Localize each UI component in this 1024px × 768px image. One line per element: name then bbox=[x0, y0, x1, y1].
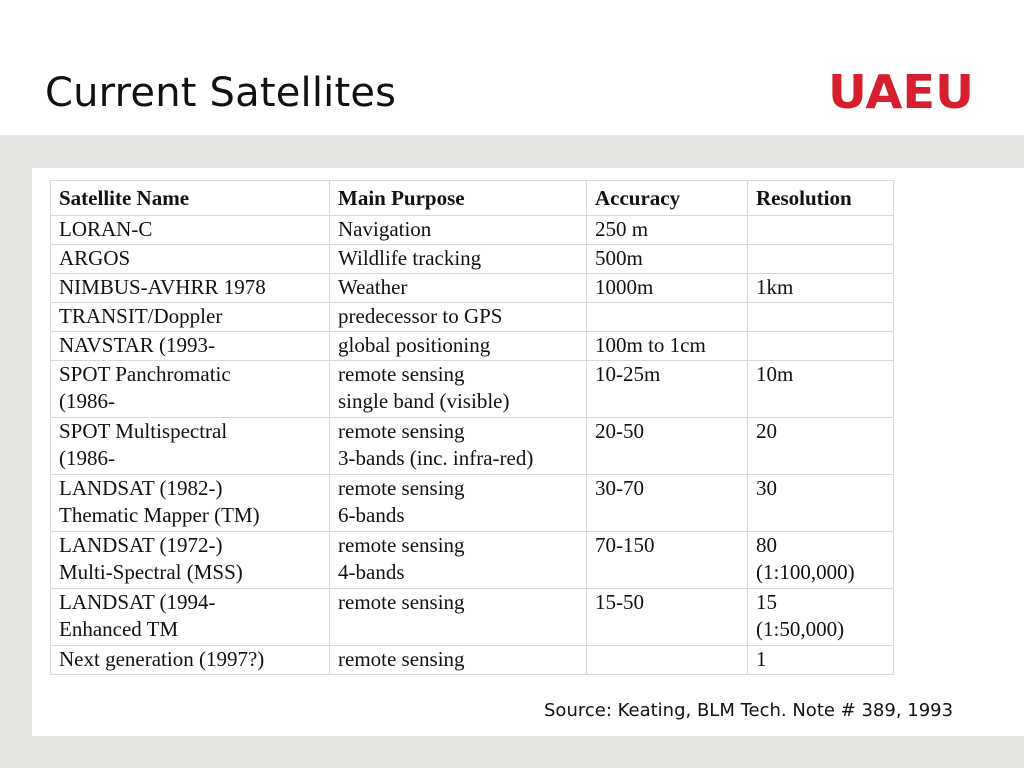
cell-resolution bbox=[748, 332, 894, 361]
cell-main-purpose bbox=[330, 475, 587, 532]
cell-text-line: 1000m bbox=[595, 275, 654, 299]
cell-text-line: ARGOS bbox=[59, 246, 131, 270]
cell-text-line: 30-70 bbox=[595, 476, 644, 500]
cell-text-line: single band (visible) bbox=[338, 389, 510, 413]
source-citation: Source: Keating, BLM Tech. Note # 389, 1993 bbox=[544, 700, 954, 721]
table-header-row bbox=[51, 181, 894, 216]
cell-text-line: 20-50 bbox=[595, 419, 644, 443]
cell-text-line: remote sensing bbox=[338, 419, 465, 443]
table-row bbox=[51, 216, 894, 245]
cell-main-purpose bbox=[330, 646, 587, 675]
cell-satellite-name bbox=[51, 216, 330, 245]
cell-satellite-name bbox=[51, 303, 330, 332]
table-row bbox=[51, 532, 894, 589]
cell-text-line: SPOT Multispectral bbox=[59, 419, 228, 443]
table-row bbox=[51, 418, 894, 475]
cell-text-line: remote sensing bbox=[338, 476, 465, 500]
cell-text-line: predecessor to GPS bbox=[338, 304, 503, 328]
cell-accuracy bbox=[587, 475, 748, 532]
cell-text-line: (1986- bbox=[59, 446, 115, 470]
cell-accuracy bbox=[587, 303, 748, 332]
header-accuracy: Accuracy bbox=[587, 181, 748, 216]
table-row bbox=[51, 589, 894, 646]
cell-text-line: remote sensing bbox=[338, 533, 465, 557]
uaeu-logo bbox=[828, 64, 974, 114]
cell-satellite-name bbox=[51, 332, 330, 361]
cell-text-line: (1:50,000) bbox=[756, 617, 845, 641]
cell-text-line: 20 bbox=[756, 419, 777, 443]
cell-text-line: Navigation bbox=[338, 217, 432, 241]
cell-resolution bbox=[748, 589, 894, 646]
cell-resolution bbox=[748, 216, 894, 245]
cell-main-purpose bbox=[330, 303, 587, 332]
cell-resolution bbox=[748, 245, 894, 274]
cell-satellite-name bbox=[51, 245, 330, 274]
table-row bbox=[51, 332, 894, 361]
cell-satellite-name bbox=[51, 361, 330, 418]
cell-accuracy bbox=[587, 245, 748, 274]
cell-text-line: LANDSAT (1994- bbox=[59, 590, 216, 614]
cell-accuracy bbox=[587, 361, 748, 418]
cell-accuracy bbox=[587, 532, 748, 589]
cell-text-line: 1km bbox=[756, 275, 794, 299]
cell-text-line: TRANSIT/Doppler bbox=[59, 304, 223, 328]
cell-text-line: remote sensing bbox=[338, 647, 465, 671]
table-row bbox=[51, 361, 894, 418]
table-row bbox=[51, 274, 894, 303]
cell-text-line: LANDSAT (1972-) bbox=[59, 533, 223, 557]
cell-text-line: 6-bands bbox=[338, 503, 405, 527]
cell-text-line: Multi-Spectral (MSS) bbox=[59, 560, 243, 584]
cell-text-line: remote sensing bbox=[338, 590, 465, 614]
cell-satellite-name bbox=[51, 589, 330, 646]
cell-resolution bbox=[748, 361, 894, 418]
cell-resolution bbox=[748, 418, 894, 475]
cell-satellite-name bbox=[51, 532, 330, 589]
cell-text-line: NIMBUS-AVHRR 1978 bbox=[59, 275, 266, 299]
cell-text-line: 4-bands bbox=[338, 560, 405, 584]
header-satellite-name: Satellite Name bbox=[51, 181, 330, 216]
cell-text-line: 30 bbox=[756, 476, 777, 500]
cell-text-line: 3-bands (inc. infra-red) bbox=[338, 446, 534, 470]
cell-text-line: global positioning bbox=[338, 333, 491, 357]
cell-text-line: 80 bbox=[756, 533, 777, 557]
cell-text-line: SPOT Panchromatic bbox=[59, 362, 231, 386]
cell-text-line: 15 bbox=[756, 590, 777, 614]
cell-text-line: LORAN-C bbox=[59, 217, 153, 241]
cell-accuracy bbox=[587, 274, 748, 303]
cell-main-purpose bbox=[330, 274, 587, 303]
cell-text-line: Enhanced TM bbox=[59, 617, 179, 641]
cell-text-line: 1 bbox=[756, 647, 767, 671]
cell-accuracy bbox=[587, 418, 748, 475]
table-row bbox=[51, 303, 894, 332]
cell-text-line: 70-150 bbox=[595, 533, 655, 557]
cell-satellite-name bbox=[51, 475, 330, 532]
cell-resolution bbox=[748, 532, 894, 589]
slide-title: Current Satellites bbox=[45, 70, 397, 116]
cell-text-line: 250 m bbox=[595, 217, 649, 241]
cell-satellite-name bbox=[51, 418, 330, 475]
cell-text-line: (1:100,000) bbox=[756, 560, 855, 584]
cell-text-line: 100m to 1cm bbox=[595, 333, 706, 357]
table-row bbox=[51, 475, 894, 532]
cell-text-line: remote sensing bbox=[338, 362, 465, 386]
cell-resolution bbox=[748, 303, 894, 332]
cell-main-purpose bbox=[330, 418, 587, 475]
cell-text-line: LANDSAT (1982-) bbox=[59, 476, 223, 500]
cell-text-line: 10m bbox=[756, 362, 794, 386]
table-row bbox=[51, 245, 894, 274]
cell-accuracy bbox=[587, 216, 748, 245]
cell-resolution bbox=[748, 646, 894, 675]
cell-satellite-name bbox=[51, 646, 330, 675]
cell-text-line: 10-25m bbox=[595, 362, 661, 386]
cell-accuracy bbox=[587, 332, 748, 361]
cell-text-line: Thematic Mapper (TM) bbox=[59, 503, 260, 527]
cell-text-line: Wildlife tracking bbox=[338, 246, 482, 270]
cell-text-line: Next generation (1997?) bbox=[59, 647, 265, 671]
cell-text-line: (1986- bbox=[59, 389, 115, 413]
table-row bbox=[51, 646, 894, 675]
satellites-table bbox=[50, 180, 894, 675]
cell-text-line: 500m bbox=[595, 246, 643, 270]
cell-resolution bbox=[748, 475, 894, 532]
cell-main-purpose bbox=[330, 361, 587, 418]
header-resolution: Resolution bbox=[748, 181, 894, 216]
cell-main-purpose bbox=[330, 532, 587, 589]
logo-text: UAEU bbox=[828, 65, 974, 114]
cell-main-purpose bbox=[330, 245, 587, 274]
cell-text-line: NAVSTAR (1993- bbox=[59, 333, 216, 357]
cell-accuracy bbox=[587, 646, 748, 675]
cell-text-line: 15-50 bbox=[595, 590, 644, 614]
cell-text-line: Weather bbox=[338, 275, 408, 299]
cell-main-purpose bbox=[330, 589, 587, 646]
cell-satellite-name bbox=[51, 274, 330, 303]
header-main-purpose: Main Purpose bbox=[330, 181, 587, 216]
cell-main-purpose bbox=[330, 332, 587, 361]
cell-main-purpose bbox=[330, 216, 587, 245]
cell-resolution bbox=[748, 274, 894, 303]
cell-accuracy bbox=[587, 589, 748, 646]
